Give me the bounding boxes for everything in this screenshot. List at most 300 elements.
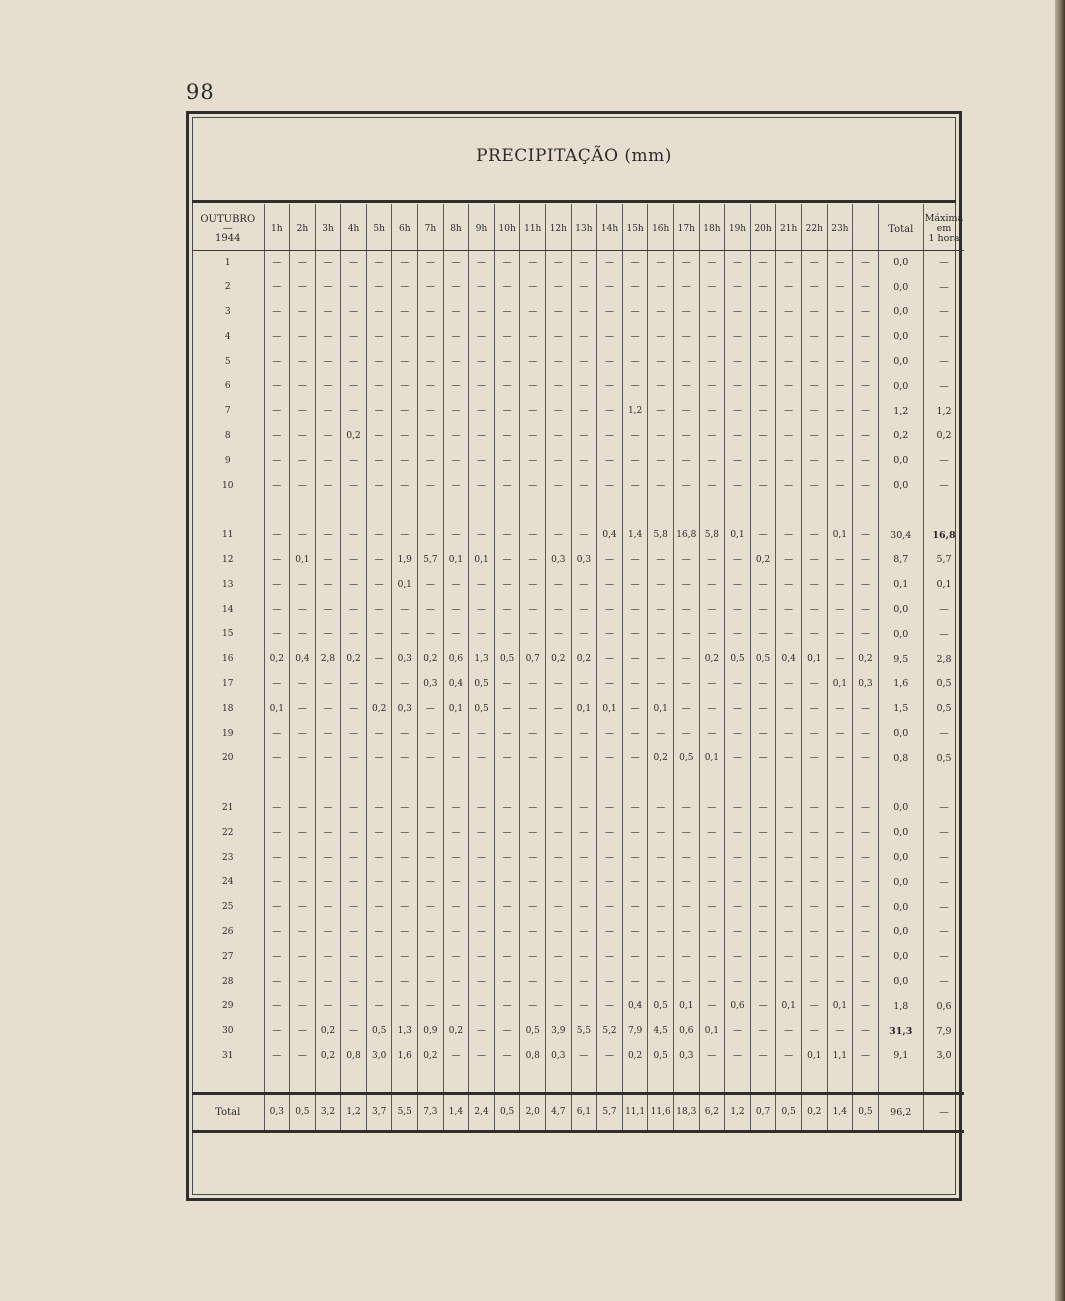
hour-value-cell: — bbox=[264, 349, 290, 374]
hour-value-cell: — bbox=[853, 523, 879, 548]
hour-value-cell: — bbox=[341, 597, 367, 622]
hour-value-cell: — bbox=[520, 746, 546, 771]
hour-value-cell: — bbox=[801, 548, 827, 573]
page-number: 98 bbox=[186, 80, 215, 104]
hour-value-cell: — bbox=[776, 275, 802, 300]
hour-value-cell: — bbox=[469, 424, 495, 449]
hour-value-cell: — bbox=[801, 473, 827, 498]
hour-value-cell: — bbox=[341, 969, 367, 994]
hour-value-cell: — bbox=[443, 374, 469, 399]
hour-value-cell: — bbox=[622, 548, 648, 573]
hour-value-cell: — bbox=[546, 920, 572, 945]
hour-value-cell: — bbox=[494, 895, 520, 920]
hour-value-cell: — bbox=[418, 523, 444, 548]
hour-value-cell: — bbox=[571, 448, 597, 473]
hour-value-cell: — bbox=[341, 796, 367, 821]
hour-value-cell: — bbox=[366, 721, 392, 746]
hour-value-cell: 0,1 bbox=[827, 672, 853, 697]
spacer-cell bbox=[648, 771, 674, 796]
hour-value-cell: — bbox=[264, 845, 290, 870]
hour-value-cell: — bbox=[622, 622, 648, 647]
spacer-cell bbox=[494, 1068, 520, 1093]
spacer-cell bbox=[725, 1068, 751, 1093]
hour-value-cell: — bbox=[494, 1044, 520, 1069]
hour-value-cell: — bbox=[520, 944, 546, 969]
hour-value-cell: 0,2 bbox=[315, 1044, 341, 1069]
hour-value-cell: — bbox=[699, 250, 725, 275]
hour-value-cell: — bbox=[546, 424, 572, 449]
hour-value-cell: — bbox=[648, 275, 674, 300]
hour-value-cell: — bbox=[341, 1019, 367, 1044]
hour-value-cell: — bbox=[597, 424, 623, 449]
day-total-cell: 8,7 bbox=[878, 548, 923, 573]
hour-value-cell: — bbox=[571, 349, 597, 374]
hour-value-cell: — bbox=[776, 672, 802, 697]
spacer-cell bbox=[366, 1068, 392, 1093]
hour-value-cell: — bbox=[469, 250, 495, 275]
hour-value-cell: — bbox=[801, 523, 827, 548]
table-row bbox=[192, 895, 964, 920]
hour-value-cell: 0,1 bbox=[469, 548, 495, 573]
hour-value-cell: — bbox=[699, 920, 725, 945]
hour-value-cell: — bbox=[469, 349, 495, 374]
hour-value-cell: 0,1 bbox=[674, 994, 700, 1019]
hour-value-cell: 0,2 bbox=[546, 647, 572, 672]
hour-value-cell: — bbox=[366, 895, 392, 920]
hour-value-cell: — bbox=[725, 399, 751, 424]
hour-value-cell: — bbox=[264, 548, 290, 573]
hour-value-cell: — bbox=[392, 250, 418, 275]
hour-value-cell: — bbox=[801, 820, 827, 845]
hour-value-cell: — bbox=[725, 820, 751, 845]
spacer-cell bbox=[494, 498, 520, 523]
hour-value-cell: 0,1 bbox=[571, 696, 597, 721]
spacer-cell bbox=[469, 1068, 495, 1093]
hour-value-cell: — bbox=[674, 324, 700, 349]
hour-value-cell: — bbox=[776, 845, 802, 870]
hour-value-cell: — bbox=[366, 572, 392, 597]
table-row bbox=[192, 870, 964, 895]
hour-value-cell: — bbox=[443, 1044, 469, 1069]
hour-value-cell: — bbox=[827, 721, 853, 746]
spacer-cell bbox=[366, 498, 392, 523]
spacer-cell bbox=[418, 1068, 444, 1093]
hour-value-cell: — bbox=[597, 250, 623, 275]
hour-value-cell: — bbox=[443, 746, 469, 771]
hour-value-cell: — bbox=[264, 424, 290, 449]
hour-value-cell: — bbox=[776, 548, 802, 573]
hour-value-cell: — bbox=[264, 1044, 290, 1069]
hour-value-cell: 0,2 bbox=[315, 1019, 341, 1044]
hour-value-cell: — bbox=[290, 324, 316, 349]
day-cell: 19 bbox=[192, 721, 264, 746]
hour-value-cell: — bbox=[341, 523, 367, 548]
hour-value-cell: — bbox=[520, 969, 546, 994]
hour-value-cell: — bbox=[418, 895, 444, 920]
hour-value-cell: — bbox=[801, 870, 827, 895]
hour-value-cell: — bbox=[674, 870, 700, 895]
table-row bbox=[192, 820, 964, 845]
hour-value-cell: — bbox=[648, 548, 674, 573]
hour-value-cell: — bbox=[290, 250, 316, 275]
day-cell: 5 bbox=[192, 349, 264, 374]
day-cell: 14 bbox=[192, 597, 264, 622]
day-cell: 11 bbox=[192, 523, 264, 548]
spacer-cell bbox=[571, 771, 597, 796]
hour-value-cell: — bbox=[520, 424, 546, 449]
hour-value-cell: — bbox=[443, 275, 469, 300]
spacer-cell bbox=[341, 498, 367, 523]
hour-value-cell: — bbox=[699, 721, 725, 746]
spacer-cell bbox=[827, 771, 853, 796]
hour-value-cell: — bbox=[264, 275, 290, 300]
day-max-cell: 0,2 bbox=[936, 430, 952, 442]
table-row bbox=[192, 622, 964, 647]
hour-value-cell: 0,6 bbox=[674, 1019, 700, 1044]
day-max-cell: 0,6 bbox=[936, 1000, 952, 1012]
hour-value-cell: — bbox=[853, 473, 879, 498]
hour-value-cell: — bbox=[315, 820, 341, 845]
hour-value-cell: — bbox=[648, 870, 674, 895]
hour-value-cell: — bbox=[366, 300, 392, 325]
hour-value-cell: — bbox=[597, 820, 623, 845]
spacer-cell bbox=[648, 1068, 674, 1093]
hour-value-cell: 0,2 bbox=[571, 647, 597, 672]
day-cell: 15 bbox=[192, 622, 264, 647]
hour-value-cell: 0,3 bbox=[571, 548, 597, 573]
hour-value-cell: — bbox=[290, 920, 316, 945]
hour-value-cell: — bbox=[827, 696, 853, 721]
hour-header: 4h bbox=[341, 204, 367, 250]
hour-value-cell: — bbox=[648, 969, 674, 994]
hour-value-cell: — bbox=[546, 324, 572, 349]
hour-value-cell: — bbox=[443, 944, 469, 969]
spacer-cell bbox=[923, 498, 964, 523]
hour-value-cell: — bbox=[392, 324, 418, 349]
hour-value-cell: — bbox=[494, 920, 520, 945]
hour-value-cell: — bbox=[494, 349, 520, 374]
spacer-cell bbox=[853, 771, 879, 796]
hour-value-cell: 3,0 bbox=[366, 1044, 392, 1069]
hour-value-cell: — bbox=[546, 399, 572, 424]
hour-value-cell: 0,6 bbox=[725, 994, 751, 1019]
hour-header: 1h bbox=[264, 204, 290, 250]
hour-value-cell: — bbox=[520, 324, 546, 349]
hour-value-cell: — bbox=[341, 820, 367, 845]
hour-value-cell: — bbox=[418, 944, 444, 969]
hour-value-cell: — bbox=[392, 746, 418, 771]
hour-value-cell: 0,3 bbox=[853, 672, 879, 697]
hour-value-cell: — bbox=[315, 275, 341, 300]
day-max-cell: 0,5 bbox=[936, 703, 952, 715]
hour-value-cell: 1,1 bbox=[827, 1044, 853, 1069]
hour-value-cell: — bbox=[418, 994, 444, 1019]
hour-value-cell: 0,9 bbox=[418, 1019, 444, 1044]
hour-total-cell: 0,2 bbox=[801, 1093, 827, 1131]
hour-value-cell: — bbox=[264, 994, 290, 1019]
hour-value-cell: — bbox=[622, 895, 648, 920]
hour-value-cell: — bbox=[392, 994, 418, 1019]
hour-value-cell: — bbox=[827, 572, 853, 597]
hour-value-cell: — bbox=[494, 994, 520, 1019]
spacer-cell bbox=[571, 1068, 597, 1093]
hour-value-cell: — bbox=[392, 796, 418, 821]
hour-value-cell: — bbox=[392, 597, 418, 622]
hour-value-cell: — bbox=[699, 994, 725, 1019]
hour-value-cell: — bbox=[699, 622, 725, 647]
hour-value-cell: — bbox=[520, 672, 546, 697]
hour-value-cell: — bbox=[546, 374, 572, 399]
hour-total-cell: 11,6 bbox=[648, 1093, 674, 1131]
hour-value-cell: — bbox=[264, 622, 290, 647]
day-total-cell: 0,0 bbox=[878, 374, 923, 399]
hour-value-cell: 0,4 bbox=[290, 647, 316, 672]
hour-value-cell: 0,2 bbox=[622, 1044, 648, 1069]
hour-value-cell: — bbox=[341, 473, 367, 498]
hour-value-cell: — bbox=[674, 920, 700, 945]
hour-value-cell: — bbox=[366, 622, 392, 647]
hour-value-cell: — bbox=[776, 1044, 802, 1069]
hour-value-cell: — bbox=[418, 696, 444, 721]
hour-value-cell: — bbox=[469, 300, 495, 325]
hour-value-cell: — bbox=[750, 895, 776, 920]
hour-value-cell: — bbox=[622, 696, 648, 721]
hour-value-cell: — bbox=[827, 424, 853, 449]
page-edge bbox=[1055, 0, 1065, 1301]
day-total-cell: 0,0 bbox=[878, 250, 923, 275]
hour-value-cell: — bbox=[776, 696, 802, 721]
spacer-cell bbox=[878, 1068, 923, 1093]
hour-value-cell: — bbox=[546, 672, 572, 697]
hour-value-cell: — bbox=[853, 1044, 879, 1069]
hour-value-cell: — bbox=[776, 597, 802, 622]
hour-value-cell: — bbox=[520, 349, 546, 374]
hour-value-cell: — bbox=[801, 895, 827, 920]
hour-value-cell: — bbox=[520, 820, 546, 845]
day-max-cell: 0,5 bbox=[936, 678, 952, 690]
spacer-cell bbox=[648, 498, 674, 523]
spacer-cell bbox=[674, 498, 700, 523]
hour-value-cell: — bbox=[341, 870, 367, 895]
hour-value-cell: — bbox=[853, 969, 879, 994]
title-rule bbox=[192, 200, 956, 203]
hour-total-cell: 5,5 bbox=[392, 1093, 418, 1131]
hour-value-cell: — bbox=[494, 796, 520, 821]
hour-value-cell: — bbox=[597, 473, 623, 498]
hour-value-cell: — bbox=[315, 895, 341, 920]
hour-value-cell: — bbox=[648, 647, 674, 672]
hour-value-cell: — bbox=[264, 796, 290, 821]
spacer-cell bbox=[192, 498, 264, 523]
hour-value-cell: — bbox=[776, 374, 802, 399]
hour-value-cell: — bbox=[264, 944, 290, 969]
hour-value-cell: 1,3 bbox=[469, 647, 495, 672]
spacer-cell bbox=[315, 498, 341, 523]
hour-value-cell: — bbox=[341, 746, 367, 771]
hour-value-cell: — bbox=[469, 820, 495, 845]
hour-value-cell: — bbox=[443, 994, 469, 1019]
hour-value-cell: — bbox=[366, 796, 392, 821]
hour-value-cell: — bbox=[494, 448, 520, 473]
table-row bbox=[192, 845, 964, 870]
spacer-cell bbox=[571, 498, 597, 523]
hour-value-cell: — bbox=[315, 548, 341, 573]
hour-value-cell: — bbox=[546, 721, 572, 746]
day-max-cell: 5,7 bbox=[936, 554, 952, 566]
spacer-cell bbox=[597, 498, 623, 523]
hour-value-cell: — bbox=[443, 895, 469, 920]
hour-value-cell: — bbox=[776, 622, 802, 647]
day-max-cell: — bbox=[939, 852, 949, 864]
hour-value-cell: — bbox=[392, 473, 418, 498]
table-row bbox=[192, 721, 964, 746]
hour-value-cell: — bbox=[290, 597, 316, 622]
hour-value-cell: — bbox=[341, 324, 367, 349]
spacer-cell bbox=[622, 1068, 648, 1093]
hour-value-cell: — bbox=[418, 870, 444, 895]
hour-value-cell: 0,2 bbox=[366, 696, 392, 721]
hour-value-cell: — bbox=[725, 548, 751, 573]
hour-value-cell: — bbox=[418, 275, 444, 300]
hour-value-cell: — bbox=[366, 448, 392, 473]
day-total-cell: 0,0 bbox=[878, 300, 923, 325]
hour-value-cell: — bbox=[853, 349, 879, 374]
table-row bbox=[192, 300, 964, 325]
hour-value-cell: — bbox=[443, 523, 469, 548]
hour-value-cell: — bbox=[776, 895, 802, 920]
hour-value-cell: — bbox=[725, 721, 751, 746]
day-total-cell: 0,0 bbox=[878, 845, 923, 870]
hour-value-cell: — bbox=[366, 275, 392, 300]
hour-value-cell: — bbox=[264, 523, 290, 548]
hour-value-cell: — bbox=[853, 1019, 879, 1044]
hour-value-cell: 0,1 bbox=[699, 1019, 725, 1044]
spacer-cell bbox=[923, 1068, 964, 1093]
hour-value-cell: — bbox=[597, 622, 623, 647]
hour-value-cell: 1,3 bbox=[392, 1019, 418, 1044]
hour-value-cell: — bbox=[597, 994, 623, 1019]
hour-value-cell: — bbox=[315, 696, 341, 721]
spacer-cell bbox=[392, 1068, 418, 1093]
hour-value-cell: — bbox=[392, 721, 418, 746]
hour-value-cell: — bbox=[315, 349, 341, 374]
hour-value-cell: — bbox=[469, 622, 495, 647]
hour-value-cell: — bbox=[827, 920, 853, 945]
hour-value-cell: — bbox=[392, 622, 418, 647]
day-max-cell: 0,5 bbox=[936, 752, 952, 764]
day-max-cell: — bbox=[939, 901, 949, 913]
hour-value-cell: — bbox=[622, 796, 648, 821]
hour-value-cell: — bbox=[674, 548, 700, 573]
hour-value-cell: — bbox=[571, 1044, 597, 1069]
table-row bbox=[192, 275, 964, 300]
hour-value-cell: — bbox=[622, 424, 648, 449]
hour-value-cell: 0,3 bbox=[418, 672, 444, 697]
hour-value-cell: — bbox=[597, 324, 623, 349]
hour-value-cell: 0,1 bbox=[443, 696, 469, 721]
hour-value-cell: — bbox=[469, 845, 495, 870]
hour-value-cell: — bbox=[622, 820, 648, 845]
hour-value-cell: — bbox=[571, 845, 597, 870]
hour-value-cell: 0,2 bbox=[648, 746, 674, 771]
hour-value-cell: 0,5 bbox=[674, 746, 700, 771]
hour-value-cell: — bbox=[801, 448, 827, 473]
hour-value-cell: — bbox=[597, 672, 623, 697]
hour-value-cell: — bbox=[776, 572, 802, 597]
hour-value-cell: — bbox=[264, 324, 290, 349]
hour-value-cell: — bbox=[418, 721, 444, 746]
hour-value-cell: — bbox=[520, 473, 546, 498]
hour-value-cell: — bbox=[699, 572, 725, 597]
hour-value-cell: — bbox=[571, 944, 597, 969]
hour-value-cell: — bbox=[853, 895, 879, 920]
hour-value-cell: — bbox=[597, 870, 623, 895]
hour-value-cell: — bbox=[827, 746, 853, 771]
day-cell: 25 bbox=[192, 895, 264, 920]
day-max-cell: — bbox=[939, 356, 949, 368]
hour-value-cell: — bbox=[776, 448, 802, 473]
hour-value-cell: 0,1 bbox=[443, 548, 469, 573]
hour-value-cell: — bbox=[827, 870, 853, 895]
hour-value-cell: — bbox=[571, 895, 597, 920]
hour-header: 20h bbox=[750, 204, 776, 250]
hour-value-cell: — bbox=[801, 374, 827, 399]
hour-value-cell: — bbox=[725, 300, 751, 325]
hour-value-cell: 0,1 bbox=[264, 696, 290, 721]
hour-value-cell: — bbox=[418, 374, 444, 399]
hour-value-cell: 0,5 bbox=[494, 647, 520, 672]
hour-header: 9h bbox=[469, 204, 495, 250]
day-total-cell: 0,0 bbox=[878, 622, 923, 647]
hour-value-cell: — bbox=[494, 572, 520, 597]
spacer-cell bbox=[622, 498, 648, 523]
hour-value-cell: — bbox=[392, 870, 418, 895]
hour-value-cell: 5,5 bbox=[571, 1019, 597, 1044]
hour-total-cell: 0,3 bbox=[264, 1093, 290, 1131]
hour-value-cell: — bbox=[315, 746, 341, 771]
table-row bbox=[192, 994, 964, 1019]
totals-label: Total bbox=[192, 1093, 264, 1131]
hour-value-cell: 0,5 bbox=[648, 994, 674, 1019]
hour-value-cell: — bbox=[392, 448, 418, 473]
day-total-cell: 0,0 bbox=[878, 721, 923, 746]
hour-value-cell: — bbox=[622, 473, 648, 498]
hour-value-cell: — bbox=[648, 820, 674, 845]
hour-value-cell: — bbox=[392, 374, 418, 399]
hour-value-cell: — bbox=[725, 374, 751, 399]
hour-value-cell: — bbox=[622, 597, 648, 622]
hour-value-cell: — bbox=[469, 448, 495, 473]
hour-value-cell: 16,8 bbox=[674, 523, 700, 548]
hour-value-cell: — bbox=[801, 746, 827, 771]
hour-value-cell: — bbox=[699, 672, 725, 697]
spacer-cell bbox=[674, 771, 700, 796]
day-cell: 22 bbox=[192, 820, 264, 845]
hour-value-cell: — bbox=[494, 845, 520, 870]
hour-value-cell: — bbox=[597, 845, 623, 870]
hour-value-cell: — bbox=[443, 572, 469, 597]
hour-value-cell: — bbox=[725, 424, 751, 449]
hour-value-cell: — bbox=[366, 969, 392, 994]
day-max-cell: — bbox=[939, 976, 949, 987]
hour-value-cell: — bbox=[315, 622, 341, 647]
hour-value-cell: — bbox=[290, 374, 316, 399]
hour-value-cell: — bbox=[597, 895, 623, 920]
hour-value-cell: — bbox=[392, 300, 418, 325]
spacer-cell bbox=[597, 1068, 623, 1093]
hour-header: 2h bbox=[290, 204, 316, 250]
hour-value-cell: — bbox=[366, 820, 392, 845]
